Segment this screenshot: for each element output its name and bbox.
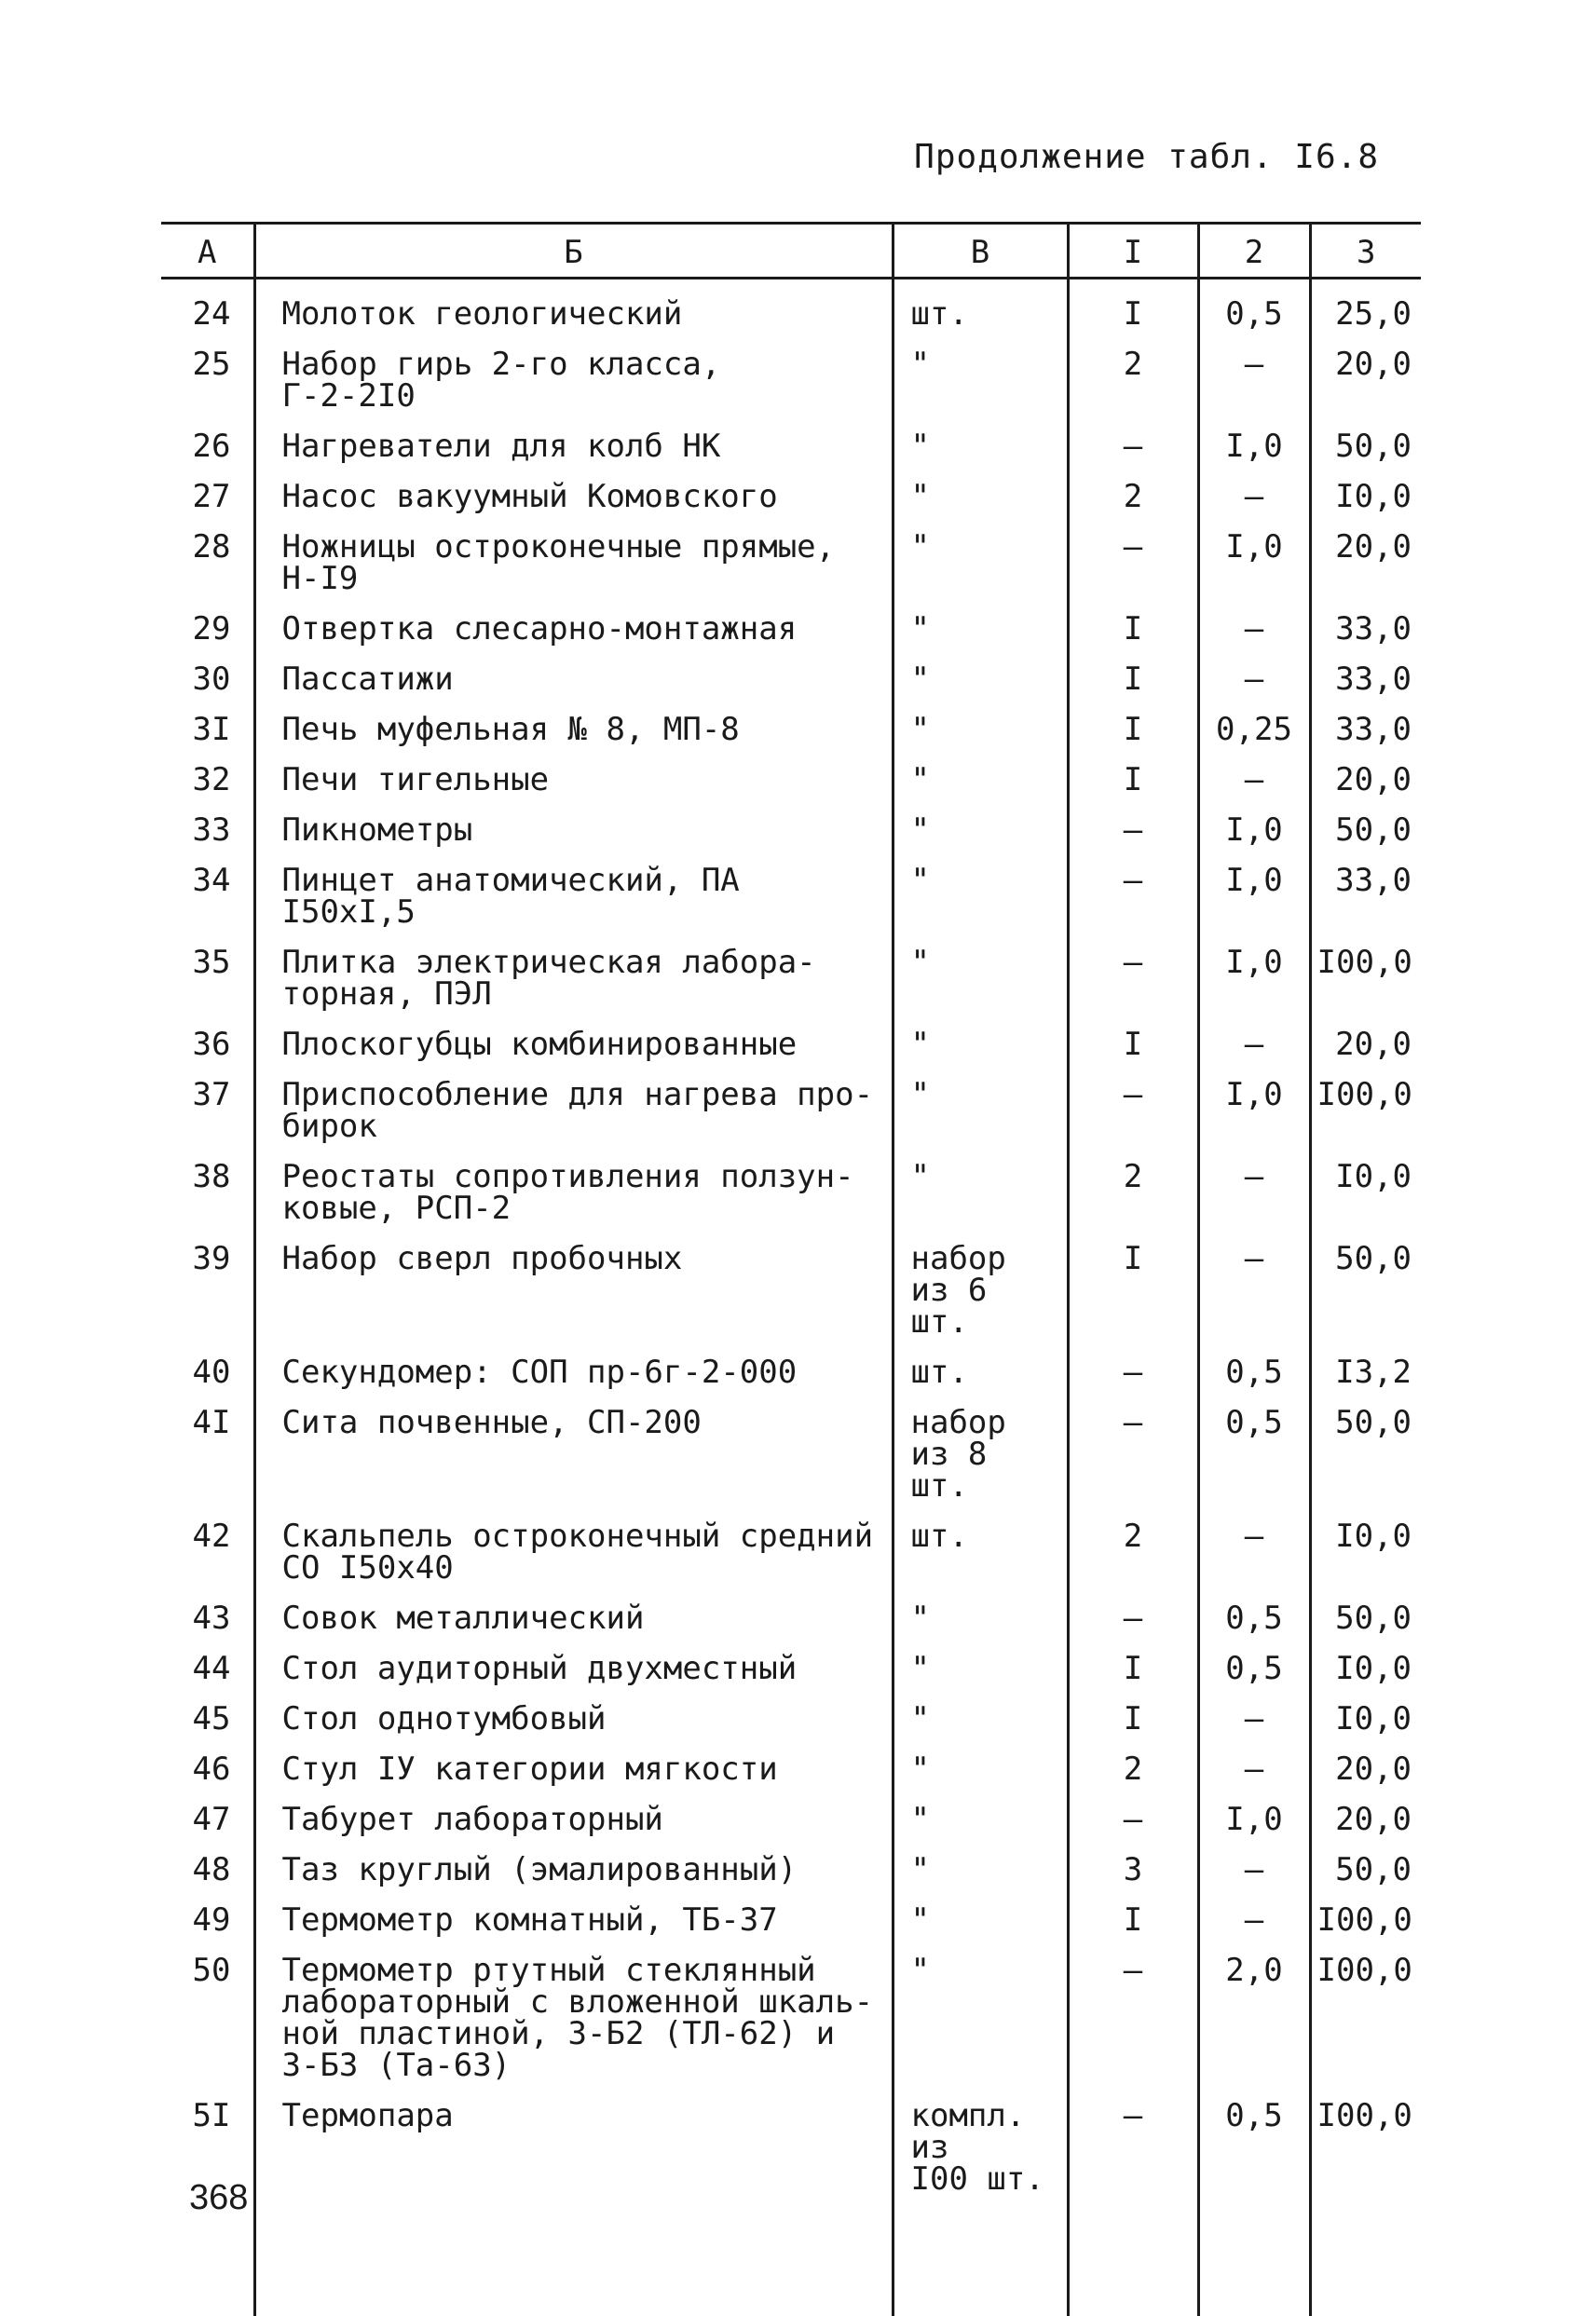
table-row [161, 594, 1421, 645]
unit: " [893, 1142, 1068, 1224]
table-row [161, 695, 1421, 745]
quantity-col-2: I,0 [1198, 796, 1310, 846]
quantity-col-3: I3,2 [1310, 1338, 1421, 1388]
quantity-col-2: – [1198, 645, 1310, 695]
row-number: 42 [161, 1502, 254, 1584]
table-row [161, 2081, 1421, 2195]
item-name: Сита почвенные, СП-200 [254, 1388, 893, 1502]
column-header-2: 2 [1198, 224, 1310, 279]
quantity-col-1: – [1068, 2081, 1198, 2195]
quantity-col-3: I0,0 [1310, 1142, 1421, 1224]
table-row [161, 462, 1421, 512]
quantity-col-1: – [1068, 512, 1198, 594]
quantity-col-1: 2 [1068, 1735, 1198, 1785]
quantity-col-1: I [1068, 1224, 1198, 1338]
quantity-col-3: I00,0 [1310, 2081, 1421, 2195]
unit: " [893, 330, 1068, 412]
quantity-col-2: 0,25 [1198, 695, 1310, 745]
table-row [161, 1735, 1421, 1785]
unit: шт. [893, 279, 1068, 331]
quantity-col-1: 2 [1068, 330, 1198, 412]
row-number: 40 [161, 1338, 254, 1388]
quantity-col-3: 33,0 [1310, 846, 1421, 928]
quantity-col-2: – [1198, 1735, 1310, 1785]
empty-cell [1068, 2195, 1198, 2316]
table-filler-row [161, 2195, 1421, 2316]
row-number: 38 [161, 1142, 254, 1224]
quantity-col-2: – [1198, 1502, 1310, 1584]
item-name: Насос вакуумный Комовского [254, 462, 893, 512]
quantity-col-2: 0,5 [1198, 279, 1310, 331]
unit: " [893, 745, 1068, 796]
table-row [161, 645, 1421, 695]
table-header-row [161, 224, 1421, 279]
unit: " [893, 1886, 1068, 1936]
quantity-col-2: – [1198, 1010, 1310, 1060]
quantity-col-1: – [1068, 796, 1198, 846]
quantity-col-2: – [1198, 1224, 1310, 1338]
unit: " [893, 1634, 1068, 1684]
table-row [161, 1886, 1421, 1936]
unit: " [893, 1010, 1068, 1060]
quantity-col-3: I00,0 [1310, 1060, 1421, 1142]
row-number: 47 [161, 1785, 254, 1835]
quantity-col-1: I [1068, 1634, 1198, 1684]
table-row [161, 1584, 1421, 1634]
row-number: 5I [161, 2081, 254, 2195]
quantity-col-1: – [1068, 928, 1198, 1010]
quantity-col-1: I [1068, 1886, 1198, 1936]
table-row [161, 279, 1421, 331]
item-name: Плитка электрическая лабора- торная, ПЭЛ [254, 928, 893, 1010]
quantity-col-3: 20,0 [1310, 745, 1421, 796]
row-number: 46 [161, 1735, 254, 1785]
unit: " [893, 1735, 1068, 1785]
table-row [161, 1338, 1421, 1388]
quantity-col-3: 50,0 [1310, 796, 1421, 846]
table-row [161, 412, 1421, 462]
quantity-col-2: – [1198, 1886, 1310, 1936]
quantity-col-1: I [1068, 1684, 1198, 1735]
quantity-col-1: – [1068, 1936, 1198, 2081]
table-row [161, 512, 1421, 594]
empty-cell [893, 2195, 1068, 2316]
row-number: 34 [161, 846, 254, 928]
quantity-col-1: – [1068, 1338, 1198, 1388]
row-number: 44 [161, 1634, 254, 1684]
row-number: 32 [161, 745, 254, 796]
quantity-col-3: 20,0 [1310, 1735, 1421, 1785]
row-number: 39 [161, 1224, 254, 1338]
quantity-col-2: – [1198, 1684, 1310, 1735]
quantity-col-1: I [1068, 645, 1198, 695]
row-number: 49 [161, 1886, 254, 1936]
row-number: 37 [161, 1060, 254, 1142]
quantity-col-1: 2 [1068, 462, 1198, 512]
unit: " [893, 594, 1068, 645]
item-name: Реостаты сопротивления ползун- ковые, РСП-2 [254, 1142, 893, 1224]
row-number: 29 [161, 594, 254, 645]
column-header-a: А [161, 224, 254, 279]
row-number: 43 [161, 1584, 254, 1634]
item-name: Отвертка слесарно-монтажная [254, 594, 893, 645]
unit: шт. [893, 1502, 1068, 1584]
table-caption: Продолжение табл. I6.8 [914, 138, 1379, 176]
item-name: Скальпель остроконечный средний СО I50x40 [254, 1502, 893, 1584]
item-name: Совок металлический [254, 1584, 893, 1634]
quantity-col-2: I,0 [1198, 928, 1310, 1010]
item-name: Табурет лабораторный [254, 1785, 893, 1835]
quantity-col-2: – [1198, 462, 1310, 512]
quantity-col-1: I [1068, 594, 1198, 645]
quantity-col-1: – [1068, 1584, 1198, 1634]
unit: " [893, 1584, 1068, 1634]
quantity-col-3: I0,0 [1310, 1684, 1421, 1735]
unit: " [893, 846, 1068, 928]
table-row [161, 1634, 1421, 1684]
item-name: Набор гирь 2-го класса, Г-2-2I0 [254, 330, 893, 412]
table-row [161, 1142, 1421, 1224]
table-row [161, 1936, 1421, 2081]
empty-cell [1310, 2195, 1421, 2316]
item-name: Пикнометры [254, 796, 893, 846]
table-row [161, 1785, 1421, 1835]
item-name: Термометр ртутный стеклянный лабораторный с вложенной шкаль- ной пластиной, З-Б2 (ТЛ-62) и З-Б3 (Та-63) [254, 1936, 893, 2081]
quantity-col-1: – [1068, 846, 1198, 928]
quantity-col-2: I,0 [1198, 1785, 1310, 1835]
quantity-col-2: 0,5 [1198, 1584, 1310, 1634]
quantity-col-1: I [1068, 1010, 1198, 1060]
item-name: Нагреватели для колб НК [254, 412, 893, 462]
page-number: 368 [189, 2178, 248, 2218]
quantity-col-2: 0,5 [1198, 2081, 1310, 2195]
item-name: Стол однотумбовый [254, 1684, 893, 1735]
quantity-col-3: 33,0 [1310, 645, 1421, 695]
quantity-col-3: I0,0 [1310, 1634, 1421, 1684]
table-row [161, 1684, 1421, 1735]
quantity-col-3: 50,0 [1310, 1224, 1421, 1338]
quantity-col-2: 0,5 [1198, 1634, 1310, 1684]
item-name: Набор сверл пробочных [254, 1224, 893, 1338]
quantity-col-2: – [1198, 594, 1310, 645]
quantity-col-1: – [1068, 1785, 1198, 1835]
row-number: 35 [161, 928, 254, 1010]
table-row [161, 1502, 1421, 1584]
table-row [161, 745, 1421, 796]
row-number: 30 [161, 645, 254, 695]
quantity-col-1: I [1068, 279, 1198, 331]
unit: шт. [893, 1338, 1068, 1388]
quantity-col-3: 20,0 [1310, 512, 1421, 594]
quantity-col-3: I00,0 [1310, 928, 1421, 1010]
item-name: Термопара [254, 2081, 893, 2195]
quantity-col-2: 0,5 [1198, 1388, 1310, 1502]
quantity-col-3: 20,0 [1310, 330, 1421, 412]
unit: компл. из I00 шт. [893, 2081, 1068, 2195]
row-number: 4I [161, 1388, 254, 1502]
quantity-col-2: – [1198, 1835, 1310, 1886]
quantity-col-1: I [1068, 745, 1198, 796]
quantity-col-2: 0,5 [1198, 1338, 1310, 1388]
unit: " [893, 928, 1068, 1010]
unit: " [893, 1936, 1068, 2081]
column-header-1: I [1068, 224, 1198, 279]
quantity-col-1: I [1068, 695, 1198, 745]
row-number: 36 [161, 1010, 254, 1060]
item-name: Пинцет анатомический, ПА I50xI,5 [254, 846, 893, 928]
unit: " [893, 1835, 1068, 1886]
empty-cell [1198, 2195, 1310, 2316]
item-name: Термометр комнатный, ТБ-37 [254, 1886, 893, 1936]
unit: " [893, 1785, 1068, 1835]
quantity-col-3: 33,0 [1310, 695, 1421, 745]
item-name: Молоток геологический [254, 279, 893, 331]
quantity-col-1: – [1068, 1060, 1198, 1142]
item-name: Таз круглый (эмалированный) [254, 1835, 893, 1886]
quantity-col-2: I,0 [1198, 1060, 1310, 1142]
equipment-table [161, 222, 1421, 2316]
table-row [161, 1224, 1421, 1338]
item-name: Стол аудиторный двухместный [254, 1634, 893, 1684]
quantity-col-3: 50,0 [1310, 1835, 1421, 1886]
row-number: 25 [161, 330, 254, 412]
unit: " [893, 462, 1068, 512]
column-header-v: В [893, 224, 1068, 279]
quantity-col-2: I,0 [1198, 512, 1310, 594]
item-name: Приспособление для нагрева про- бирок [254, 1060, 893, 1142]
table-row [161, 796, 1421, 846]
item-name: Пассатижи [254, 645, 893, 695]
empty-cell [254, 2195, 893, 2316]
quantity-col-3: I00,0 [1310, 1886, 1421, 1936]
item-name: Печь муфельная № 8, МП-8 [254, 695, 893, 745]
unit: набор из 6 шт. [893, 1224, 1068, 1338]
quantity-col-1: 3 [1068, 1835, 1198, 1886]
quantity-col-2: – [1198, 745, 1310, 796]
quantity-col-3: I0,0 [1310, 462, 1421, 512]
row-number: 27 [161, 462, 254, 512]
row-number: 26 [161, 412, 254, 462]
table-row [161, 1060, 1421, 1142]
table-row [161, 928, 1421, 1010]
row-number: 3I [161, 695, 254, 745]
quantity-col-3: 25,0 [1310, 279, 1421, 331]
row-number: 28 [161, 512, 254, 594]
row-number: 33 [161, 796, 254, 846]
quantity-col-2: – [1198, 330, 1310, 412]
item-name: Стул IУ категории мягкости [254, 1735, 893, 1785]
unit: " [893, 796, 1068, 846]
row-number: 45 [161, 1684, 254, 1735]
unit: " [893, 1684, 1068, 1735]
table-row [161, 846, 1421, 928]
item-name: Ножницы остроконечные прямые, Н-I9 [254, 512, 893, 594]
quantity-col-3: 50,0 [1310, 1584, 1421, 1634]
quantity-col-2: – [1198, 1142, 1310, 1224]
quantity-col-3: 33,0 [1310, 594, 1421, 645]
column-header-3: 3 [1310, 224, 1421, 279]
quantity-col-3: I00,0 [1310, 1936, 1421, 2081]
quantity-col-3: 50,0 [1310, 412, 1421, 462]
quantity-col-3: I0,0 [1310, 1502, 1421, 1584]
table-row [161, 1010, 1421, 1060]
quantity-col-3: 50,0 [1310, 1388, 1421, 1502]
column-header-b: Б [254, 224, 893, 279]
quantity-col-2: 2,0 [1198, 1936, 1310, 2081]
unit: " [893, 695, 1068, 745]
unit: " [893, 512, 1068, 594]
quantity-col-2: I,0 [1198, 846, 1310, 928]
row-number: 24 [161, 279, 254, 331]
item-name: Печи тигельные [254, 745, 893, 796]
quantity-col-1: 2 [1068, 1502, 1198, 1584]
table-body [161, 279, 1421, 2316]
table-row [161, 1388, 1421, 1502]
quantity-col-1: 2 [1068, 1142, 1198, 1224]
quantity-col-1: – [1068, 412, 1198, 462]
unit: набор из 8 шт. [893, 1388, 1068, 1502]
row-number: 50 [161, 1936, 254, 2081]
quantity-col-3: 20,0 [1310, 1010, 1421, 1060]
unit: " [893, 1060, 1068, 1142]
quantity-col-2: I,0 [1198, 412, 1310, 462]
unit: " [893, 645, 1068, 695]
row-number: 48 [161, 1835, 254, 1886]
item-name: Плоскогубцы комбинированные [254, 1010, 893, 1060]
table-row [161, 330, 1421, 412]
quantity-col-1: – [1068, 1388, 1198, 1502]
unit: " [893, 412, 1068, 462]
quantity-col-3: 20,0 [1310, 1785, 1421, 1835]
table-row [161, 1835, 1421, 1886]
item-name: Секундомер: СОП пр-6г-2-000 [254, 1338, 893, 1388]
